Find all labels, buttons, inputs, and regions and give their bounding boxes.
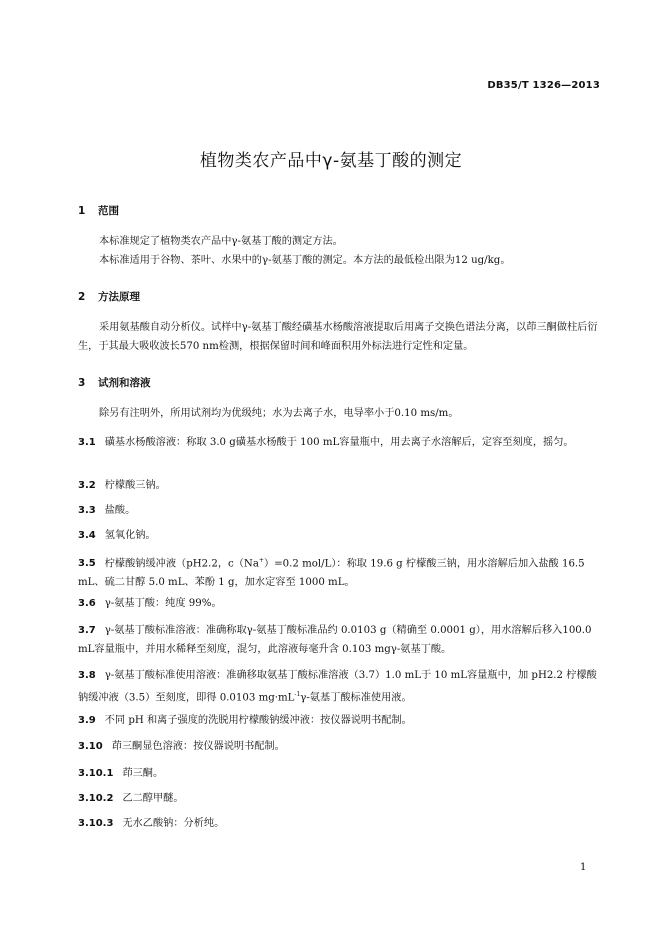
clause-number: 3.8 <box>78 670 96 681</box>
section-title: 试剂和溶液 <box>98 377 151 389</box>
clause-3-2 <box>78 476 602 495</box>
clause-number: 3.7 <box>78 625 96 636</box>
clause-text: 茚三酮显色溶液：按仪器说明书配制。 <box>111 741 285 752</box>
clause-3-1 <box>78 433 602 452</box>
clause-number: 3.10 <box>78 741 103 752</box>
clause-number: 3.2 <box>78 480 96 491</box>
section-title: 范围 <box>98 205 119 217</box>
section-3-paragraph-1: 除另有注明外，所用试剂均为优级纯；水为去离子水，电导率小于0.10 ms/m。 <box>99 408 459 419</box>
clause-number: 3.9 <box>78 715 96 726</box>
section-1-paragraph-1: 本标准规定了植物类农产品中γ-氨基丁酸的测定方法。 <box>99 236 343 247</box>
section-1-heading <box>78 203 119 218</box>
clause-3-4 <box>78 526 602 545</box>
clause-3-8 <box>78 666 602 707</box>
section-3-heading <box>78 375 151 390</box>
clause-text: 盐酸。 <box>104 505 136 516</box>
clause-3-9 <box>78 711 602 730</box>
section-number: 1 <box>78 205 86 217</box>
clause-text: 无水乙酸钠：分析纯。 <box>122 818 225 829</box>
clause-3-7 <box>78 621 602 659</box>
section-1-paragraph-2: 本标准适用于谷物、茶叶、水果中的γ-氨基丁酸的测定。本方法的最低检出限为12 ug/kg。 <box>99 255 511 266</box>
page-number: 1 <box>580 862 587 873</box>
clause-number: 3.4 <box>78 530 96 541</box>
clause-3-6 <box>78 594 602 613</box>
section-2-heading <box>78 289 140 304</box>
clause-number: 3.10.2 <box>78 793 114 804</box>
clause-3-10 <box>78 737 602 756</box>
clause-3-3 <box>78 501 602 520</box>
clause-3-10-2 <box>78 789 602 808</box>
clause-text: 柠檬酸三钠。 <box>104 480 166 491</box>
clause-number: 3.6 <box>78 598 96 609</box>
clause-number: 3.3 <box>78 505 96 516</box>
section-number: 3 <box>78 377 86 389</box>
section-number: 2 <box>78 291 86 303</box>
document-code: DB35/T 1326—2013 <box>487 80 600 91</box>
clause-3-10-3 <box>78 814 602 833</box>
clause-text: γ-氨基丁酸标准溶液：准确称取γ-氨基丁酸标准品约 0.0103 g（精确至 0.0001 g），用水溶解后移入100.0 mL容量瓶中，并用水稀释至刻度，混匀，此溶液每毫升含 0.103 mgγ-氨基丁酸。 <box>78 625 592 655</box>
clause-text-continued: ）=0.2 mol/L）：称取 19.6 g 柠檬酸三钠，用水溶解后加入盐酸 16.5 mL、硫二甘醇 5.0 mL、苯酚 1 g，加水定容至 1000 mL。 <box>78 558 585 589</box>
clause-number: 3.10.1 <box>78 768 114 779</box>
page-title: 植物类农产品中γ-氨基丁酸的测定 <box>199 151 463 171</box>
section-title: 方法原理 <box>98 291 140 303</box>
clause-number: 3.5 <box>78 558 96 570</box>
clause-text: γ-氨基丁酸：纯度 99%。 <box>104 598 222 609</box>
clause-number: 3.10.3 <box>78 818 114 829</box>
clause-text: 磺基水杨酸溶液：称取 3.0 g磺基水杨酸于 100 mL容量瓶中，用去离子水溶解后，定容至刻度，摇匀。 <box>104 437 574 448</box>
clause-text: 乙二醇甲醚。 <box>122 793 184 804</box>
section-2-paragraph-1: 采用氨基酸自动分析仪。试样中γ-氨基丁酸经磺基水杨酸溶液提取后用离子交换色谱法分离，以茚三酮做柱后衍生，于其最大吸收波长570 nm检测，根据保留时间和峰面积用外标法进行定性和定量。 <box>78 322 598 352</box>
clause-3-5 <box>78 551 602 592</box>
clause-text-continued: γ-氨基丁酸标准使用液。 <box>300 692 412 704</box>
clause-text: 茚三酮。 <box>122 768 164 779</box>
clause-3-10-1 <box>78 764 602 783</box>
clause-text: 不同 pH 和离子强度的洗脱用柠檬酸钠缓冲液：按仪器说明书配制。 <box>104 715 412 726</box>
clause-text: 氢氧化钠。 <box>104 530 156 541</box>
clause-text: γ-氨基丁酸标准使用溶液：准确移取氨基丁酸标准溶液（3.7）1.0 mL于 10 mL容量瓶中，加 pH2.2 柠檬酸钠缓冲液（3.5）至刻度，即得 0.0103 mg·mL <box>78 670 597 704</box>
clause-text: 柠檬酸钠缓冲液（pH2.2，c（Na <box>104 558 259 570</box>
superscript: -1 <box>294 691 301 698</box>
clause-number: 3.1 <box>78 437 96 448</box>
superscript: + <box>258 557 264 564</box>
